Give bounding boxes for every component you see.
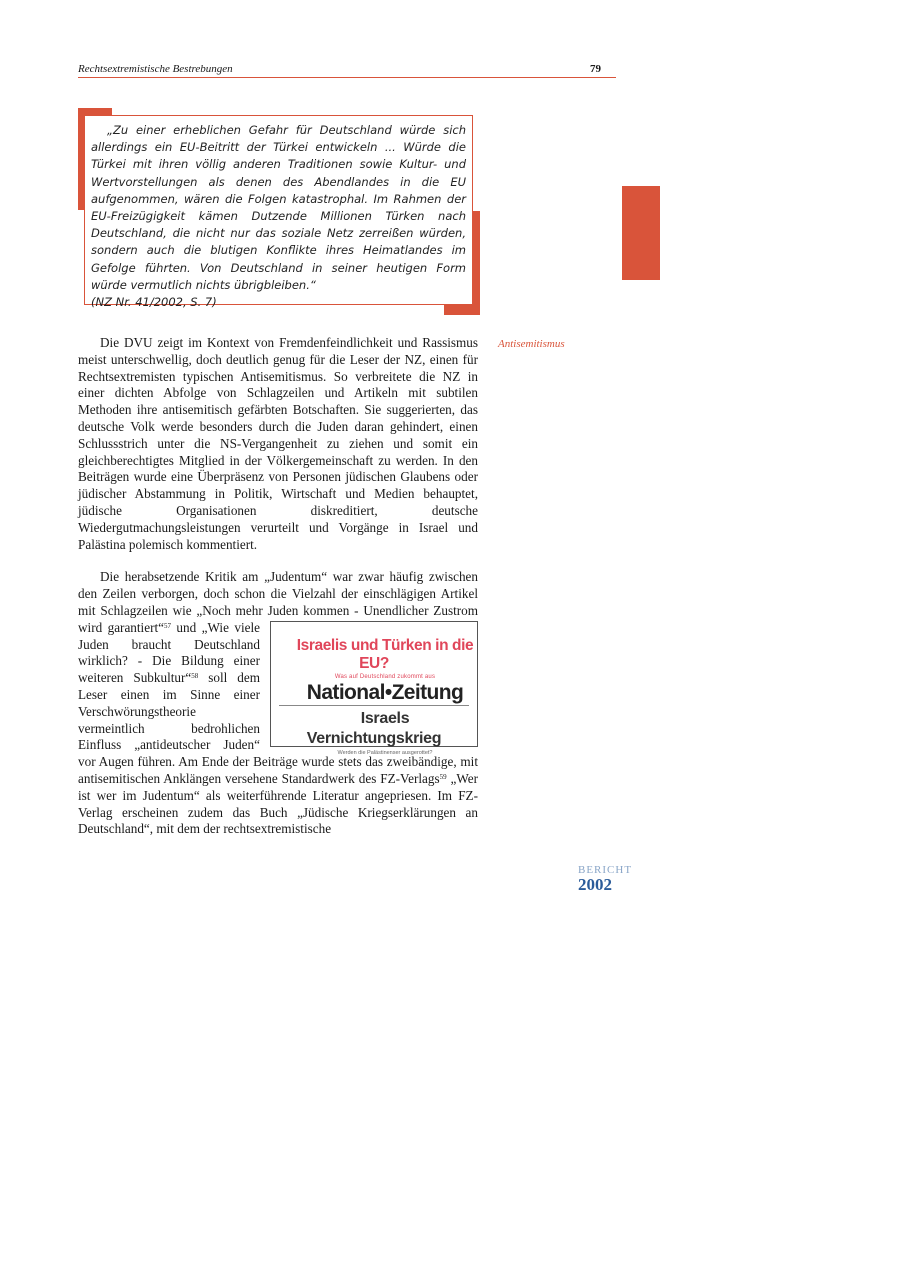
clipping-footline: Werden die Palästinenser ausgerottet?: [337, 749, 433, 756]
clipping-headline: Israelis und Türken in die EU?: [296, 636, 474, 672]
margin-note: Antisemitismus: [498, 338, 565, 350]
page-number: 79: [590, 63, 601, 75]
clipping-masthead: National•Zeitung: [279, 681, 469, 706]
logo-year: 2002: [578, 875, 612, 894]
clipping-subline: Was auf Deutschland zukommt aus: [334, 673, 436, 680]
quote-text: „Zu einer erheblichen Gefahr für Deutschland würde sich allerdings ein EU-Beitritt der Türkei entwickeln ... Würde die Türkei mit ihren völlig anderen Traditionen sowie Kultur- und Wertvorstellungen als denen des Abendlandes in die EU aufgenommen, wären die Folgen katastrophal. Im Rahmen der EU-Freizügigkeit kämen Dutzende Millionen Türken nach Deutschland, die nicht nur das soziale Netz zerreißen würden, sondern auch die blutigen Konflikte ihres Heimatlandes im Gefolge führten. Von Deutschland in seiner heutigen Form würde vermutlich nichts übrigbleiben.“: [91, 123, 466, 292]
body-text: [78, 335, 478, 838]
paragraph-2-part-1: Die herabsetzende Kritik am „Judentum“ war zwar häufig zwischen den Zeilen verborgen, doch schon die Vielzahl der einschlägigen Artikel mit Schlagzeilen wie „Noch mehr Juden kommen - Unendlicher Zustrom wird garantiert“: [78, 569, 478, 635]
paragraph-2-part-2: und „Wie viele Juden braucht Deutschland wirklich? - Die Bildung einer weiteren Subkultur“: [78, 619, 260, 686]
report-logo: [578, 865, 632, 893]
footnote-ref-58: 58: [191, 672, 199, 681]
quote-box: [84, 115, 473, 310]
quote-source: (NZ Nr. 41/2002, S. 7): [91, 295, 217, 310]
paragraph-2-part-4: „Wer ist wer im Judentum“ als weiterführende Literatur angepriesen. Im FZ-Verlag erscheinen zudem das Buch „Jüdische Kriegserklärungen an Deutschland“, mit dem der rechtsextremistische: [78, 770, 478, 837]
footnote-ref-57: 57: [163, 621, 171, 630]
clipping-kicker: Israels Vernichtungskrieg: [306, 709, 442, 747]
header-rule: [78, 77, 616, 78]
footnote-ref-59: 59: [439, 772, 447, 781]
side-tab-marker: [622, 186, 660, 280]
paragraph-2-part-3: soll dem Leser einen im Sinne einer Verschwörungstheorie vermeintlich bedrohlichen Einfluss „antideutscher Juden“ vor Augen führen. Am Ende der Beiträge wurde stets das zweibändige, mit antisemitischen Anklängen versehene Standardwerk des FZ-Verlags: [78, 670, 478, 786]
paragraph-2: [78, 569, 478, 838]
logo-word: BERICHT: [578, 864, 633, 876]
newspaper-clipping-image: [270, 621, 478, 756]
running-header-title: Rechtsextremistische Bestrebungen: [78, 63, 233, 75]
paragraph-1: Die DVU zeigt im Kontext von Fremdenfeindlichkeit und Rassismus meist unterschwellig, doch deutlich genug für die Leser der NZ, einen für Rechtsextremisten typischen Antisemitismus. So verbreitete die NZ in einer dichten Abfolge von Schlagzeilen und Artikeln mit subtilen Methoden ihre antisemitisch gefärbten Botschaften. Sie suggerierten, das deutsche Volk werde besonders durch die Juden daran gehindert, einen Schlussstrich unter die NS-Vergangenheit zu ziehen und somit ein gleichberechtigtes Mitglied in der Völkergemeinschaft zu werden. In den Beiträgen wurde eine Überpräsenz von Personen jüdischen Glaubens oder jüdischer Abstammung in Politik, Wirtschaft und Medien behauptet, jüdische Organisationen diskreditiert, deutsche Wiedergutmachungsleistungen verurteilt und Vorgänge in Israel und Palästina polemisch kommentiert.: [78, 335, 478, 552]
